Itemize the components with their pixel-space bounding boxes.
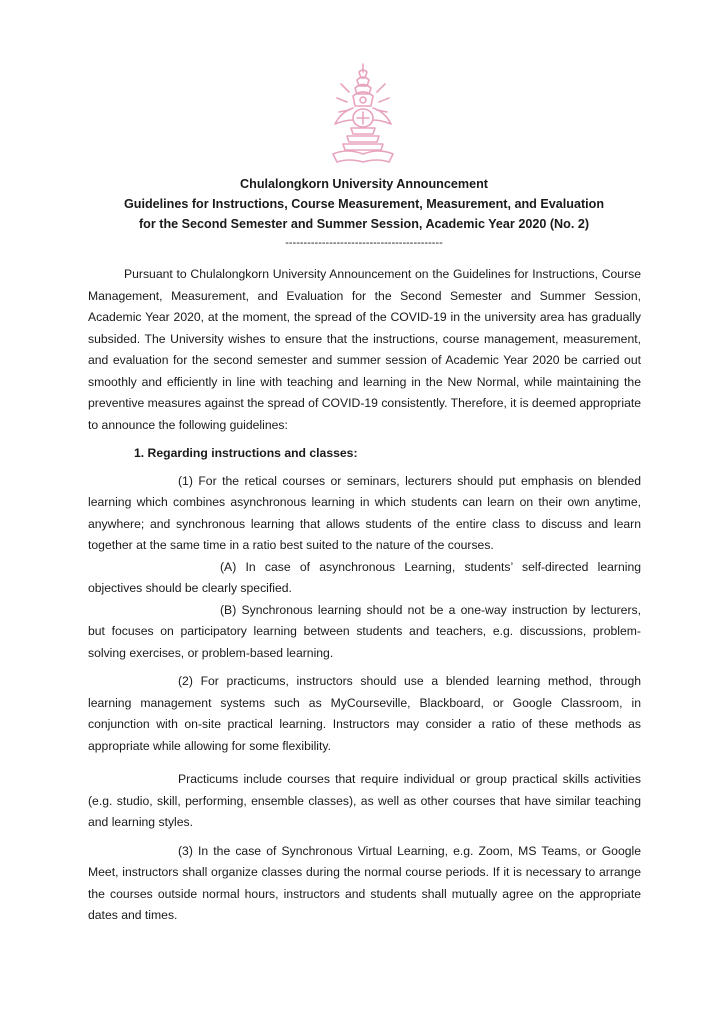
item-1b-paragraph: (B) Synchronous learning should not be a one-way instruction by lecturers, but focuses on participatory learning between students and teachers, e.g. discussions, problem-solving exercises, or problem-based learning. [88, 602, 641, 660]
announcement-header [60, 174, 668, 250]
header-line-2: Guidelines for Instructions, Course Measurement, Measurement, and Evaluation [123, 197, 605, 211]
header-divider: ------------------------------------------- [285, 237, 443, 249]
item-1-paragraph: (1) For the retical courses or seminars, lecturers should put emphasis on blended learning which combines asynchronous learning in which students can learn on their own anytime, anywhere; and synchronous learning that allows students of the entire class to discuss and learn together at the same time in a ratio best suited to the nature of the courses. [88, 473, 641, 552]
section-heading-1: 1. Regarding instructions and classes: [134, 446, 358, 460]
announcement-body [88, 264, 641, 927]
header-line-3: for the Second Semester and Summer Session, Academic Year 2020 (No. 2) [138, 217, 590, 231]
item-2-paragraph: (2) For practicums, instructors should use a blended learning method, through learning management systems such as MyCourseville, Blackboard, or Google Classroom, in conjunction with on-site practical learning. Instructors may consider a ratio of these methods as appropriate while allowing for some flexibility. [88, 674, 641, 753]
item-2b-paragraph: Practicums include courses that require individual or group practical skills activities (e.g. studio, skill, performing, ensemble classes), as well as other courses that have similar teaching and learning styles. [88, 772, 641, 829]
item-1a-paragraph: (A) In case of asynchronous Learning, students’ self-directed learning objectives should be clearly specified. [88, 559, 641, 595]
intro-paragraph: Pursuant to Chulalongkorn University Announcement on the Guidelines for Instructions, Course Management, Measurement, and Evaluation for the Second Semester and Summer Session, Academic Year 2020, at the moment, the spread of the COVID-19 in the university area has gradually subsided. The University wishes to ensure that the instructions, course management, measurement, and evaluation for the second semester and summer session of Academic Year 2020 be carried out smoothly and efficiently in line with teaching and learning in the New Normal, while maintaining the preventive measures against the spread of COVID-19 consistently. Therefore, it is deemed appropriate to announce the following guidelines: [88, 267, 642, 432]
chulalongkorn-seal-icon [327, 62, 399, 170]
item-3-paragraph: (3) In the case of Synchronous Virtual Learning, e.g. Zoom, MS Teams, or Google Meet, instructors shall organize classes during the normal course periods. If it is necessary to arrange the courses outside normal hours, instructors and students shall mutually agree on the appropriate dates and times. [88, 843, 641, 922]
header-line-1: Chulalongkorn University Announcement [240, 177, 488, 191]
